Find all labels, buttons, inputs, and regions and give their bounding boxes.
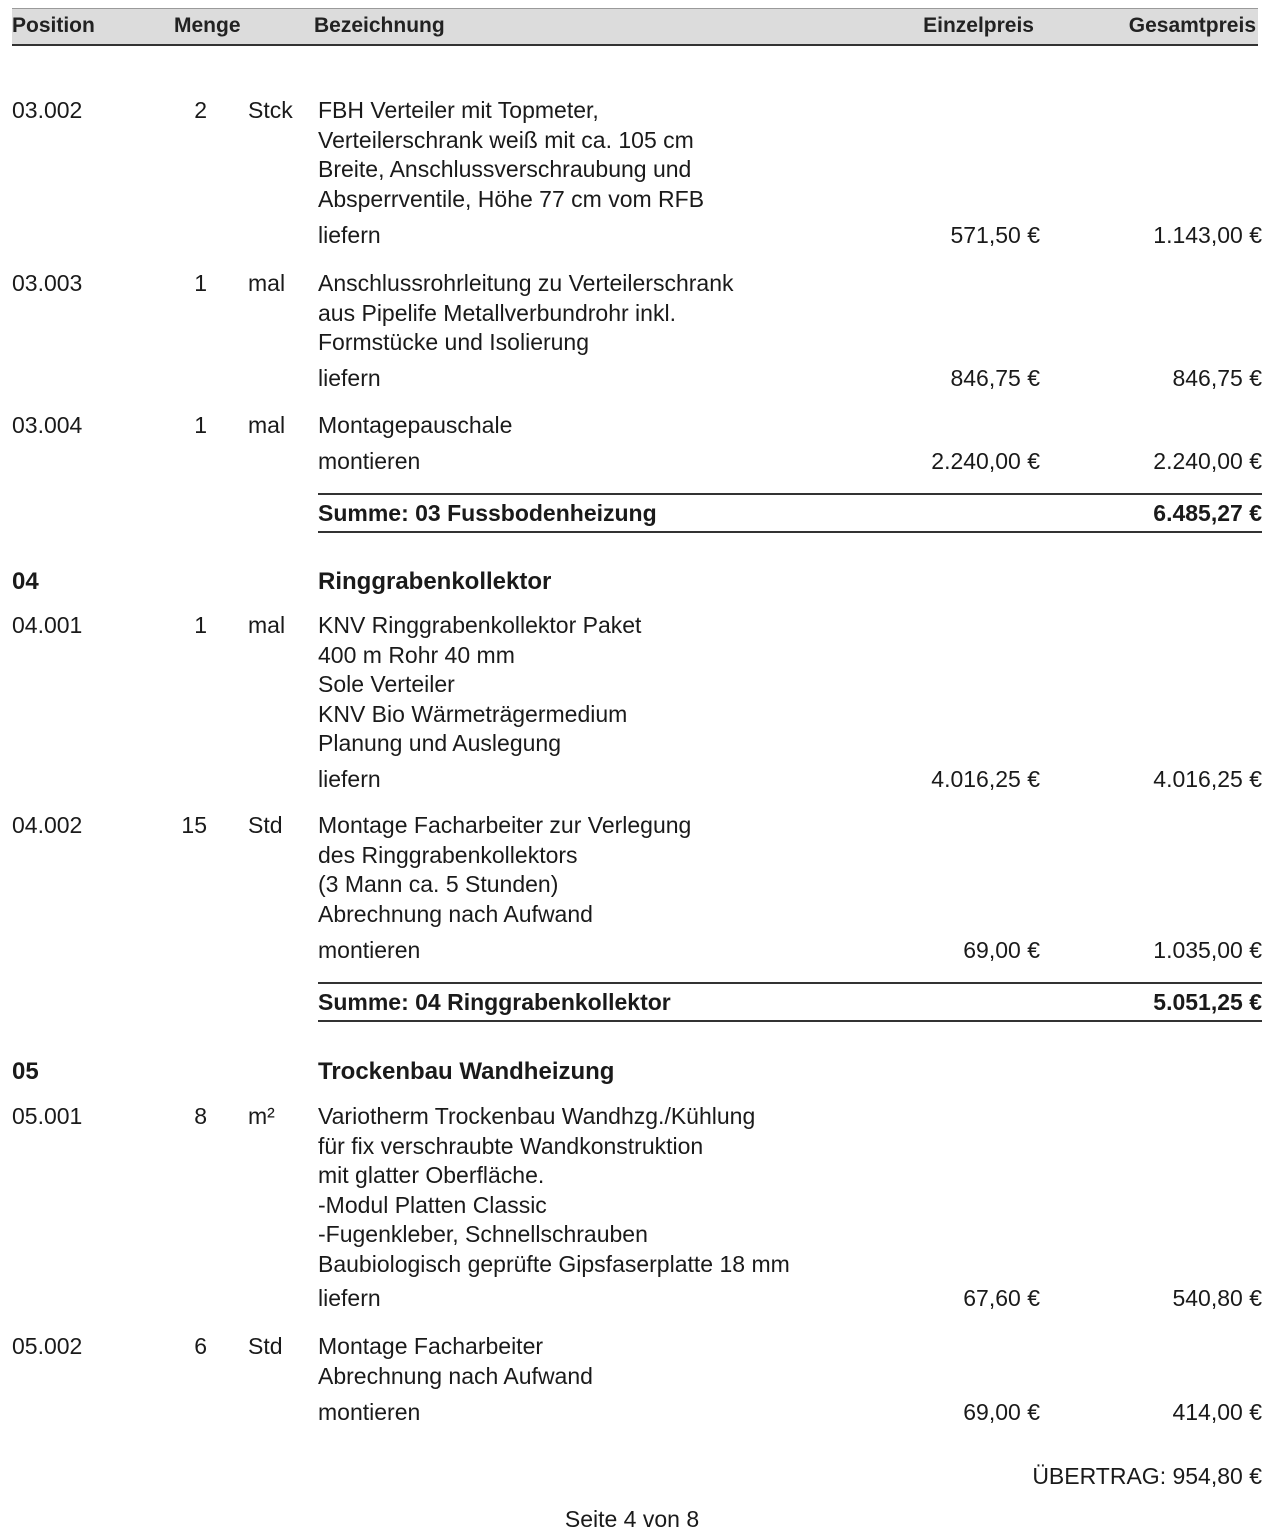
item-description-line: mit glatter Oberfläche.: [318, 1162, 545, 1188]
item-action: liefern: [318, 222, 381, 248]
item-unit-price: 69,00 €: [963, 937, 1040, 963]
table-header: [12, 8, 1258, 46]
item-unit: Stck: [248, 97, 293, 123]
item-unit: mal: [248, 612, 286, 638]
item-unit-price: 69,00 €: [963, 1399, 1040, 1425]
header-einzelpreis: Einzelpreis: [923, 14, 1034, 37]
item-action: montieren: [318, 937, 421, 963]
item-description-line: (3 Mann ca. 5 Stunden): [318, 871, 559, 897]
item-position: 05.002: [12, 1333, 83, 1359]
item-quantity: 8: [194, 1103, 207, 1129]
sum-divider-top: [318, 493, 1262, 495]
header-menge: Menge: [174, 14, 241, 37]
item-total-price: 540,80 €: [1172, 1285, 1262, 1311]
item-total-price: 846,75 €: [1172, 365, 1262, 391]
sum-divider-bottom: [318, 1020, 1262, 1022]
item-position: 05.001: [12, 1103, 83, 1129]
item-total-price: 2.240,00 €: [1153, 448, 1262, 474]
item-description-line: Montage Facharbeiter zur Verlegung: [318, 812, 692, 838]
section-sum-label: Summe: 03 Fussbodenheizung: [318, 500, 657, 526]
item-unit-price: 2.240,00 €: [931, 448, 1040, 474]
group-number: 05: [12, 1058, 39, 1085]
item-action: liefern: [318, 365, 381, 391]
item-description-line: KNV Bio Wärmeträgermedium: [318, 700, 628, 727]
sum-divider-bottom: [318, 531, 1262, 533]
item-description-line: Planung und Auslegung: [318, 730, 561, 756]
section-sum-value: 6.485,27 €: [1153, 500, 1262, 526]
item-unit: mal: [248, 270, 286, 296]
item-description-line: Montage Facharbeiter: [318, 1333, 544, 1359]
item-description-line: Baubiologisch geprüfte Gipsfaserplatte 18 mm: [318, 1250, 790, 1277]
item-unit-price: 67,60 €: [963, 1285, 1040, 1311]
item-total-price: 414,00 €: [1172, 1399, 1262, 1425]
item-description-line: aus Pipelife Metallverbundrohr inkl.: [318, 299, 676, 326]
item-quantity: 1: [194, 612, 207, 638]
item-description-line: FBH Verteiler mit Topmeter,: [318, 97, 599, 123]
item-description-line: Anschlussrohrleitung zu Verteilerschrank: [318, 270, 734, 296]
group-number: 04: [12, 568, 39, 595]
item-description-line: Abrechnung nach Aufwand: [318, 1362, 593, 1389]
item-description-line: Absperrventile, Höhe 77 cm vom RFB: [318, 185, 705, 212]
item-unit-price: 846,75 €: [950, 365, 1040, 391]
page-number: Seite 4 von 8: [564, 1506, 700, 1532]
item-quantity: 15: [181, 812, 207, 838]
item-position: 04.002: [12, 812, 83, 838]
header-position: Position: [12, 14, 95, 37]
item-action: liefern: [318, 1285, 381, 1311]
item-position: 03.003: [12, 270, 83, 296]
item-description-line: -Modul Platten Classic: [318, 1191, 547, 1218]
item-description-line: Formstücke und Isolierung: [318, 329, 590, 355]
item-total-price: 4.016,25 €: [1153, 766, 1262, 792]
item-action: liefern: [318, 766, 381, 792]
item-unit: Std: [248, 1333, 283, 1359]
item-quantity: 6: [194, 1333, 207, 1359]
section-sum-value: 5.051,25 €: [1153, 989, 1262, 1015]
item-description-line: Montagepauschale: [318, 412, 513, 438]
item-quantity: 1: [194, 412, 207, 438]
item-description-line: Variotherm Trockenbau Wandhzg./Kühlung: [318, 1103, 756, 1129]
header-bezeichnung: Bezeichnung: [314, 14, 445, 37]
item-action: montieren: [318, 448, 421, 474]
item-description-line: 400 m Rohr 40 mm: [318, 641, 515, 668]
item-unit: m²: [248, 1103, 275, 1129]
group-title: Ringgrabenkollektor: [318, 568, 552, 595]
item-description-line: KNV Ringgrabenkollektor Paket: [318, 612, 642, 638]
section-sum-label: Summe: 04 Ringgrabenkollektor: [318, 989, 671, 1015]
item-description-line: -Fugenkleber, Schnellschrauben: [318, 1221, 648, 1247]
header-gesamtpreis: Gesamtpreis: [1128, 14, 1256, 37]
item-description-line: Sole Verteiler: [318, 671, 455, 697]
item-description-line: Verteilerschrank weiß mit ca. 105 cm: [318, 126, 694, 153]
item-description-line: des Ringgrabenkollektors: [318, 841, 578, 868]
item-position: 03.002: [12, 97, 83, 123]
item-total-price: 1.143,00 €: [1153, 222, 1262, 248]
item-action: montieren: [318, 1399, 421, 1425]
sum-divider-top: [318, 982, 1262, 984]
item-unit: mal: [248, 412, 286, 438]
item-quantity: 2: [194, 97, 207, 123]
item-description-line: Abrechnung nach Aufwand: [318, 900, 593, 927]
item-quantity: 1: [194, 270, 207, 296]
item-unit-price: 4.016,25 €: [931, 766, 1040, 792]
item-total-price: 1.035,00 €: [1153, 937, 1262, 963]
item-position: 04.001: [12, 612, 83, 638]
item-description-line: Breite, Anschlussverschraubung und: [318, 156, 692, 182]
item-description-line: für fix verschraubte Wandkonstruktion: [318, 1132, 704, 1159]
carry-over-total: ÜBERTRAG: 954,80 €: [1032, 1463, 1262, 1489]
item-unit-price: 571,50 €: [950, 222, 1040, 248]
group-title: Trockenbau Wandheizung: [318, 1058, 615, 1085]
item-unit: Std: [248, 812, 283, 838]
item-position: 03.004: [12, 412, 83, 438]
